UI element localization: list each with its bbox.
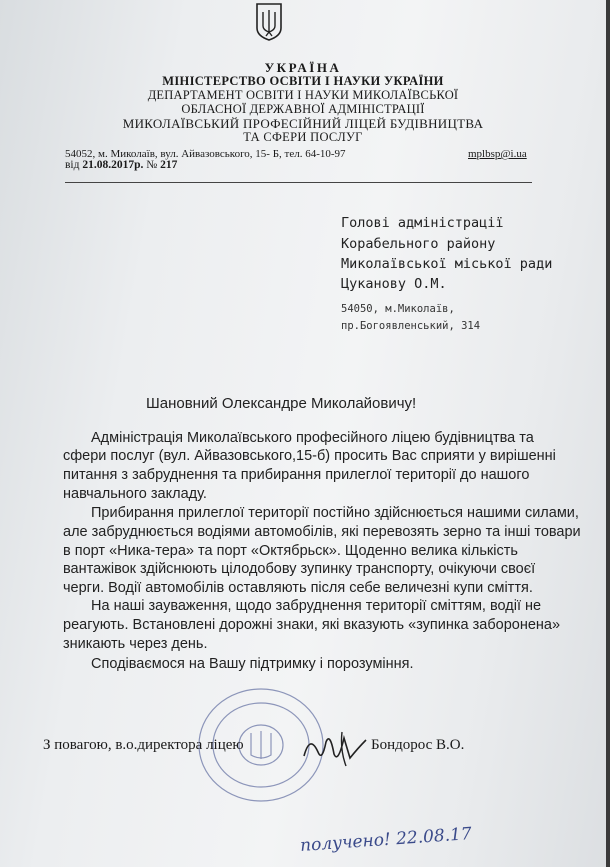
body-line-7: в порт «Ника-тера» та порт «Октябрьск». Щоденно велика кількість: [63, 543, 518, 559]
body-line-4: навчального закладу.: [63, 486, 207, 502]
handwritten-signature-icon: [300, 728, 370, 768]
body-line-3: питання з забруднення та прибирання прилеглої території до нашого: [63, 467, 530, 483]
letterhead-ministry: МІНІСТЕРСТВО ОСВІТИ І НАУКИ УКРАЇНИ: [162, 74, 444, 88]
body-line-5: Прибирання прилеглої території постійно здійснюється нашими силами,: [91, 505, 579, 521]
body-line-8: вантажівок здійснюють цілодобову зупинку транспорту, очікуючи своєї: [63, 561, 536, 577]
letterhead-lyceum-2: ТА СФЕРИ ПОСЛУГ: [243, 130, 363, 144]
handwritten-received-note: получено! 22.08.17: [299, 824, 473, 856]
recipient-line-2: Корабельного району: [341, 236, 496, 252]
body-line-10: На наші зауваження, щодо забруднення території сміттям, водії не: [91, 598, 542, 614]
ref-date: 21.08.2017р.: [82, 159, 144, 171]
letterhead-administration: ОБЛАСНОЇ ДЕРЖАВНОЇ АДМІНІСТРАЦІЇ: [181, 102, 425, 116]
letterhead-address: 54052, м. Миколаїв, вул. Айвазовського, 15- Б, тел. 64-10-97: [65, 148, 346, 160]
recipient-address-1: 54050, м.Миколаїв,: [341, 303, 455, 315]
body-line-2: сфери послуг (вул. Айвазовського,15-б) просить Вас сприяти у вирішенні: [63, 448, 556, 464]
trident-icon: [254, 2, 284, 42]
ref-prefix: від: [65, 159, 80, 171]
letterhead-email: mplbsp@i.ua: [468, 148, 527, 160]
letterhead-lyceum: МИКОЛАЇВСЬКИЙ ПРОФЕСІЙНИЙ ЛІЦЕЙ БУДІВНИЦТВА: [122, 116, 484, 131]
body-line-6: але забруднюється водіями автомобілів, які перевозять зерно та інші товари: [63, 524, 581, 540]
body-line-1: Адміністрація Миколаївського професійного ліцею будівництва та: [91, 430, 534, 446]
recipient-line-4: Цуканову О.М.: [341, 276, 447, 292]
body-line-12: зникають через день.: [63, 636, 208, 652]
recipient-line-3: Миколаївської міської ради: [341, 256, 553, 272]
letterhead-country: УКРАЇНА: [264, 60, 342, 75]
letterhead-department: ДЕПАРТАМЕНТ ОСВІТИ І НАУКИ МИКОЛАЇВСЬКОЇ: [147, 88, 459, 102]
body-line-11: реагують. Встановлені дорожні знаки, які вказують «зупинка заборонена»: [63, 617, 561, 633]
closing-text: З повагою, в.о.директора ліцею: [43, 737, 244, 753]
ref-no-prefix: №: [146, 159, 158, 171]
body-line-13: Сподіваємося на Вашу підтримку і порозуміння.: [91, 656, 414, 672]
ref-no: 217: [160, 159, 178, 171]
recipient-address-2: пр.Богоявленський, 314: [341, 320, 481, 332]
recipient-line-1: Голові адміністрації: [341, 215, 504, 231]
letterhead-divider: [65, 182, 532, 183]
reference-number: [65, 159, 177, 171]
salutation: Шановний Олександре Миколайовичу!: [146, 395, 417, 412]
body-line-9: черги. Водії автомобілів оставляють після себе величезні купи сміття.: [63, 580, 533, 596]
signatory-name: Бондорос В.О.: [371, 737, 465, 753]
